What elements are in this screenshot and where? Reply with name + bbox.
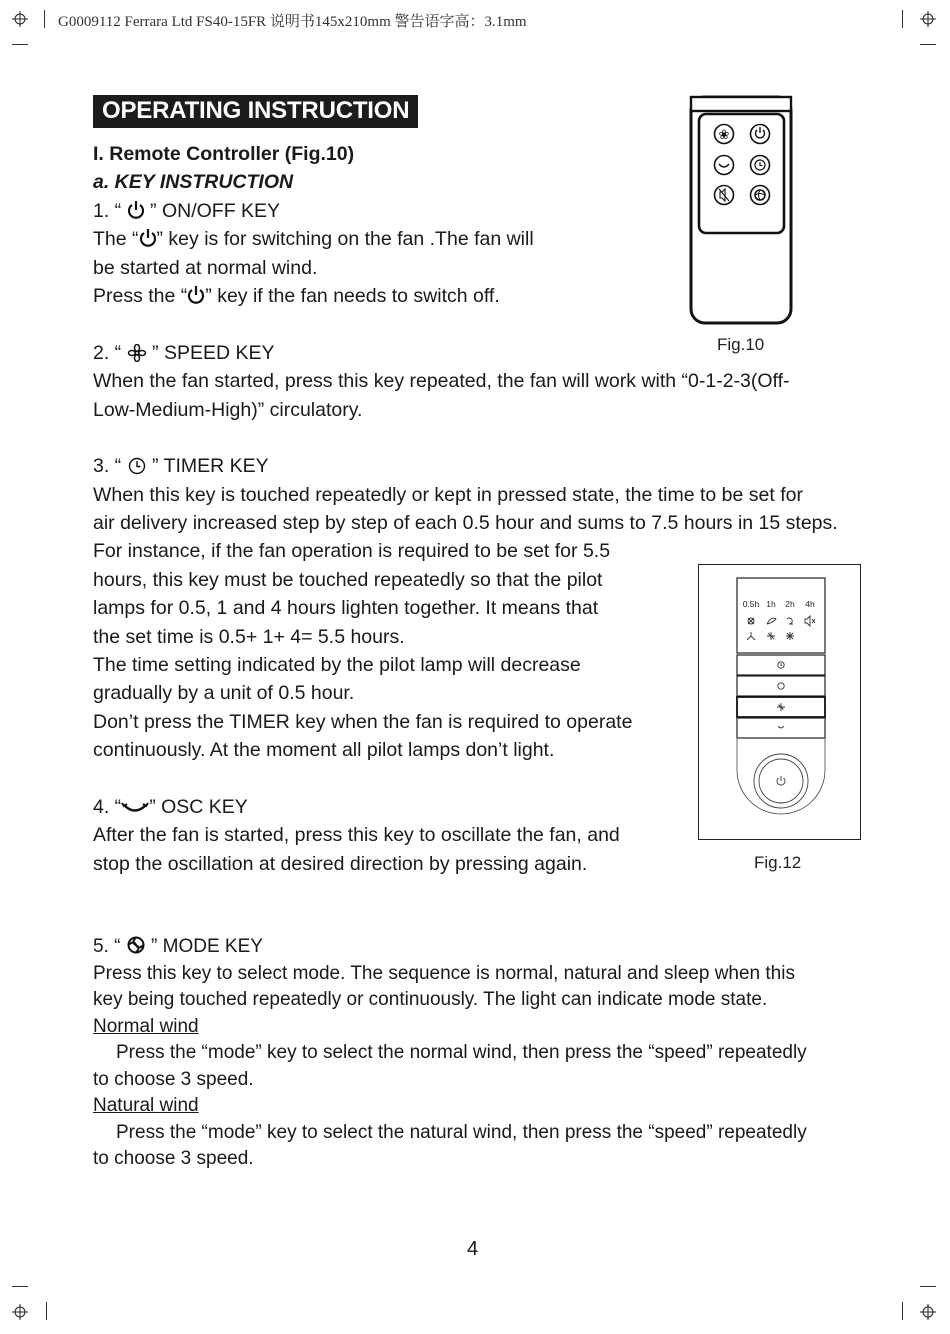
key-heading-speed: 2. “ ” SPEED KEY bbox=[93, 341, 275, 364]
mode-button bbox=[737, 676, 825, 696]
key-text-line: The time setting indicated by the pilot lamp will decrease bbox=[93, 654, 581, 677]
registration-mark-icon bbox=[12, 1304, 28, 1320]
crop-mark bbox=[44, 10, 45, 28]
key-text-line: gradually by a unit of 0.5 hour. bbox=[93, 682, 355, 705]
key-text-line: Don’t press the TIMER key when the fan is required to operate bbox=[93, 710, 633, 733]
key-text-line: hours, this key must be touched repeatedly so that the pilot bbox=[93, 568, 603, 591]
key-text-line: key being touched repeatedly or continuously. The light can indicate mode state. bbox=[93, 989, 768, 1010]
key-text-line: Press this key to select mode. The sequence is normal, natural and sleep when this bbox=[93, 962, 795, 984]
fan-speed-icon bbox=[127, 344, 147, 362]
timer-label-2: 2h bbox=[785, 599, 795, 609]
key-text-line: lamps for 0.5, 1 and 4 hours lighten together. It means that bbox=[93, 597, 599, 620]
power-icon bbox=[127, 200, 145, 220]
crop-mark bbox=[920, 44, 936, 45]
mode-title-natural-wind: Natural wind bbox=[93, 1095, 199, 1116]
section-heading: I. Remote Controller (Fig.10) bbox=[93, 143, 355, 165]
timer-clock-icon bbox=[127, 457, 147, 475]
key-text-line: For instance, if the fan operation is required to be set for 5.5 bbox=[93, 540, 611, 563]
key-text-line: Press the “ ” key if the fan needs to switch off. bbox=[93, 284, 500, 307]
crop-mark bbox=[12, 1286, 28, 1287]
registration-mark-icon bbox=[920, 11, 936, 27]
key-heading-onoff: 1. “ ” ON/OFF KEY bbox=[93, 199, 281, 222]
mode-key-section bbox=[93, 934, 893, 1173]
timer-label-1: 1h bbox=[766, 599, 776, 609]
key-text-line: The “ ” key is for switching on the fan .The fan will bbox=[93, 228, 534, 251]
oscillation-icon bbox=[121, 800, 149, 816]
key-heading-timer: 3. “ ” TIMER KEY bbox=[93, 455, 269, 478]
key-text-line: to choose 3 speed. bbox=[93, 1068, 254, 1090]
power-icon bbox=[187, 285, 205, 305]
key-text-line: After the fan is started, press this key to oscillate the fan, and bbox=[93, 824, 620, 847]
print-info-header: G0009112 Ferrara Ltd FS40-15FR 说明书145x210mm 警告语字高：3.1mm bbox=[58, 14, 527, 30]
page-number: 4 bbox=[467, 1238, 479, 1260]
registration-mark-icon bbox=[920, 1304, 936, 1320]
section-subheading: a. KEY INSTRUCTION bbox=[93, 171, 294, 194]
speed-high-indicator-icon bbox=[786, 632, 794, 640]
crop-mark bbox=[920, 1286, 936, 1287]
remote-controller-figure bbox=[688, 94, 798, 330]
control-panel-figure bbox=[698, 564, 861, 840]
key-heading-osc: 4. “ ” OSC KEY bbox=[93, 795, 248, 818]
mode-title-normal-wind: Normal wind bbox=[93, 1015, 199, 1037]
key-text-line: Press the “mode” key to select the natural wind, then press the “speed” repeatedly bbox=[116, 1121, 807, 1143]
key-text-line: continuously. At the moment all pilot lamps don’t light. bbox=[93, 739, 555, 762]
figure-caption: Fig.12 bbox=[754, 853, 802, 872]
figure-caption: Fig.10 bbox=[717, 335, 765, 354]
key-text-line: When this key is touched repeatedly or kept in pressed state, the time to be set for bbox=[93, 483, 803, 506]
key-text-line: When the fan started, press this key repeated, the fan will work with “0-1-2-3(Off- bbox=[93, 370, 790, 393]
timer-label-3: 4h bbox=[805, 599, 815, 609]
mode-icon bbox=[126, 935, 146, 955]
key-text-line: stop the oscillation at desired direction by pressing again. bbox=[93, 852, 588, 875]
crop-mark bbox=[46, 1302, 47, 1320]
power-icon bbox=[139, 228, 157, 248]
page-title: OPERATING INSTRUCTION bbox=[93, 95, 418, 128]
key-heading-mode: 5. “ ” MODE KEY bbox=[93, 936, 263, 957]
crop-mark bbox=[12, 44, 28, 45]
crop-mark bbox=[902, 10, 903, 28]
key-text-line: be started at normal wind. bbox=[93, 256, 318, 279]
control-panel-drawing bbox=[699, 565, 860, 839]
key-text-line: Low-Medium-High)” circulatory. bbox=[93, 398, 363, 421]
svg-text:❀: ❀ bbox=[718, 127, 730, 142]
timer-label-0: 0.5h bbox=[742, 599, 760, 609]
key-text-line: to choose 3 speed. bbox=[93, 1148, 254, 1169]
key-text-line: air delivery increased step by step of each 0.5 hour and sums to 7.5 hours in 15 steps. bbox=[93, 512, 838, 535]
registration-mark-icon bbox=[12, 11, 28, 27]
crop-mark bbox=[902, 1302, 903, 1320]
key-text-line: the set time is 0.5+ 1+ 4= 5.5 hours. bbox=[93, 625, 405, 648]
key-text-line: Press the “mode” key to select the normal wind, then press the “speed” repeatedly bbox=[116, 1042, 807, 1063]
